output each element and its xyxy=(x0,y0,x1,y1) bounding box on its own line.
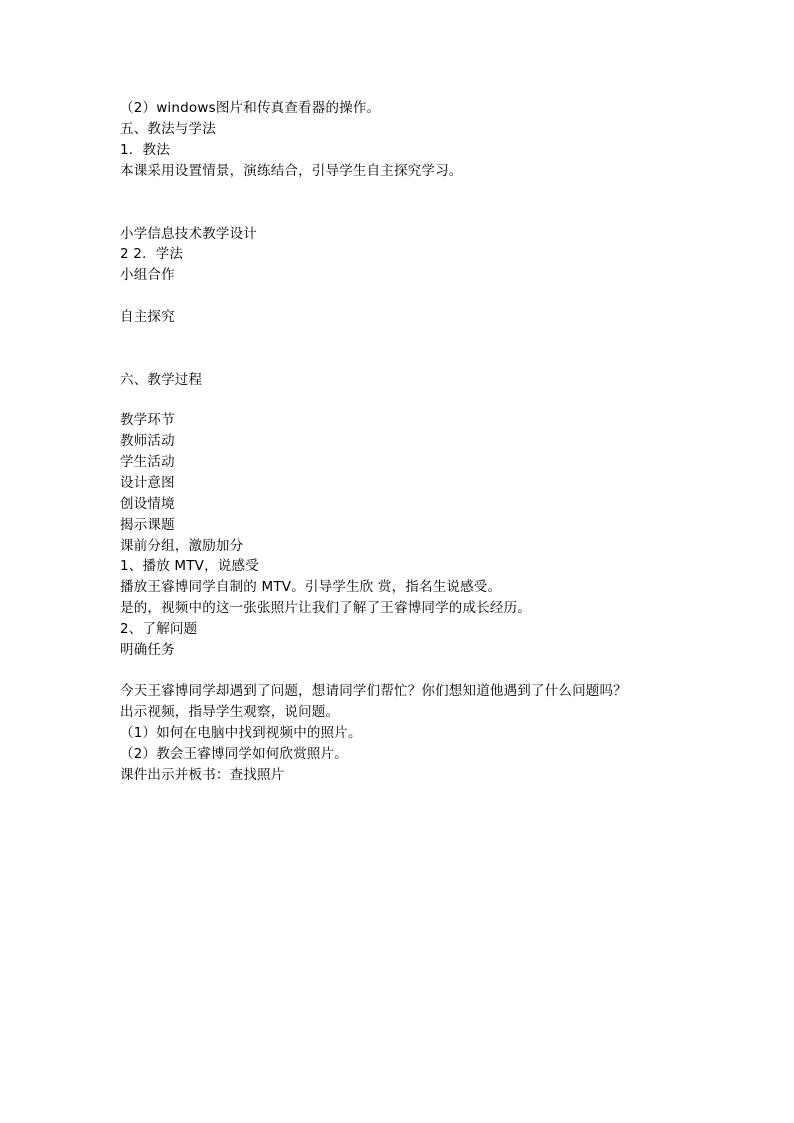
running-header: 小学信息技术教学设计 xyxy=(120,226,257,242)
text-line: 本课采用设置情景，演练结合，引导学生自主探究学习。 xyxy=(120,163,463,179)
text-line: 课件出示并板书：查找照片 xyxy=(120,767,285,783)
text-line: 教学环节 xyxy=(120,412,175,428)
section-heading: 六、教学过程 xyxy=(120,372,203,388)
text-line: 小组合作 xyxy=(120,267,175,283)
text-line: 自主探究 xyxy=(120,309,175,325)
text-line: 2、了解问题 xyxy=(120,621,198,637)
text-line: 学生活动 xyxy=(120,454,175,470)
text-line: 明确任务 xyxy=(120,642,175,658)
text-line: 出示视频，指导学生观察，说问题。 xyxy=(120,704,340,720)
text-line: （1）如何在电脑中找到视频中的照片。 xyxy=(120,725,362,741)
text-line: （2）windows图片和传真查看器的操作。 xyxy=(120,100,381,116)
text-line: 播放王睿博同学自制的 MTV。引导学生欣 赏，指名生说感受。 xyxy=(120,579,502,595)
text-line: 教师活动 xyxy=(120,433,175,449)
text-line: 揭示课题 xyxy=(120,517,175,533)
text-line: 创设情境 xyxy=(120,496,175,512)
text-line: 设计意图 xyxy=(120,475,175,491)
text-line: 是的，视频中的这一张张照片让我们了解了王睿博同学的成长经历。 xyxy=(120,600,531,616)
text-line: 课前分组，激励加分 xyxy=(120,538,244,554)
text-line: 1．教法 xyxy=(120,142,170,158)
text-line: 今天王睿博同学却遇到了问题，想请同学们帮忙？你们想知道他遇到了什么问题吗？ xyxy=(120,683,627,699)
section-heading: 五、教法与学法 xyxy=(120,121,216,137)
text-line: 2 2．学法 xyxy=(120,246,184,262)
text-line: 1、播放 MTV，说感受 xyxy=(120,558,259,574)
text-line: （2）教会王睿博同学如何欣赏照片。 xyxy=(120,746,348,762)
